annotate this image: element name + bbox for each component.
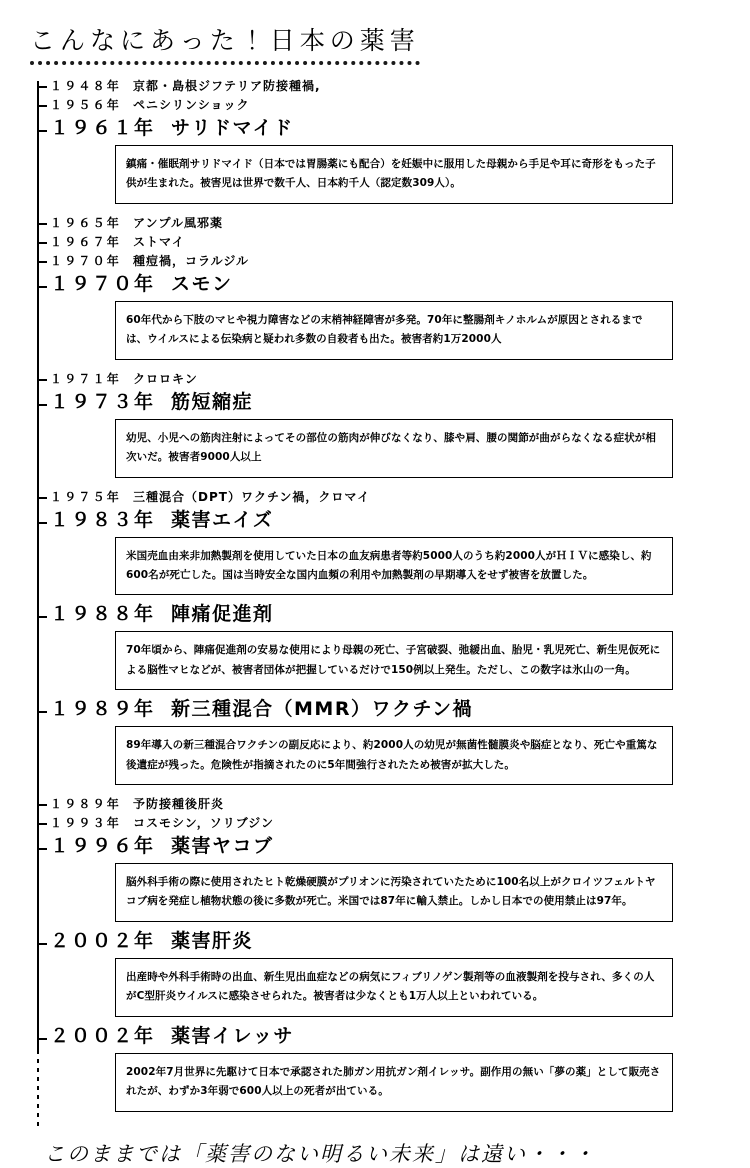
timeline-entry-heading	[50, 929, 750, 952]
timeline-tick-icon	[37, 497, 47, 499]
timeline-tick-icon	[37, 1038, 47, 1040]
timeline-entry-year: １９８９年	[50, 797, 122, 812]
timeline-entry-label: 薬害ヤコブ	[171, 835, 274, 858]
timeline-entry-year: １９４８年	[50, 79, 122, 93]
timeline-entry-streptomycin-1967	[30, 233, 750, 249]
timeline-entry-heading	[50, 96, 750, 112]
timeline-tick-icon	[37, 823, 47, 825]
timeline-entry-drug-induced-aids-1983	[30, 508, 750, 531]
timeline-entry-heading	[50, 214, 750, 230]
timeline-tick-icon	[37, 379, 47, 381]
timeline-tick-icon	[37, 261, 47, 263]
timeline-entry-heading	[50, 77, 750, 93]
timeline-entry-heading	[50, 488, 750, 504]
timeline-entry-year: １９５６年	[50, 98, 122, 112]
timeline-tick-icon	[37, 616, 47, 618]
timeline-entry-heading	[50, 508, 750, 531]
timeline-entry-year: １９６５年	[50, 215, 122, 230]
timeline-entry-label: アンプル風邪薬	[133, 215, 224, 230]
timeline-entry-label: 筋短縮症	[171, 390, 254, 413]
timeline-entry-year: １９６７年	[50, 234, 122, 249]
timeline-entry-label: スモン	[171, 272, 233, 295]
timeline-tick-icon	[37, 943, 47, 945]
timeline-entry-description: 幼児、小児への筋肉注射によってその部位の筋肉が伸びなくなり、膝や肩、腰の関節が曲がらなくなる症状が相次いだ。被害者9000人以上	[115, 419, 673, 478]
timeline-entry-label: 薬害エイズ	[171, 508, 274, 531]
timeline-tick-icon	[37, 522, 47, 524]
timeline-tick-icon	[37, 130, 47, 132]
timeline-entry-year: １９９３年	[50, 816, 122, 831]
timeline-entry-year: １９８８年	[50, 603, 156, 626]
page-title: こんなにあった！日本の薬害	[30, 26, 420, 65]
timeline-entry-chloroquine-1971	[30, 370, 750, 386]
timeline-entry-year: １９７０年	[50, 272, 156, 295]
timeline-entry-description: 出産時や外科手術時の出血、新生児出血症などの病気にフィブリノゲン製剤等の血液製剤を投与され、多くの人がC型肝炎ウイルスに感染させられた。被害者は少なくとも1万人以上といわれている。	[115, 958, 673, 1017]
timeline-entry-year: １９７１年	[50, 371, 122, 386]
timeline-entry-year: １９９６年	[50, 835, 156, 858]
timeline-entry-label: 陣痛促進剤	[171, 603, 274, 626]
timeline-entry-label: 薬害肝炎	[171, 929, 254, 952]
timeline-entry-muscle-contracture-1973	[30, 390, 750, 413]
timeline-entry-heading	[50, 837, 750, 856]
timeline-entry-list	[30, 77, 750, 1112]
timeline-entry-heading	[50, 1024, 750, 1047]
timeline-entry-smallpox-coralgil-1970	[30, 252, 750, 268]
timeline-entry-description: 米国売血由来非加熱製剤を使用していた日本の血友病患者等約5000人のうち約2000人がＨＩＶに感染し、約600名が死亡した。国は当時安全な国内血頻の利用や加熱製剤の早期導入をせず被害を放置した。	[115, 537, 673, 596]
title-section	[0, 0, 750, 65]
timeline-entry-label: ペニシリンショック	[133, 98, 250, 112]
timeline-entry-smon-1970	[30, 272, 750, 295]
timeline-entry-heading	[50, 700, 750, 719]
timeline-tick-icon	[37, 711, 47, 713]
timeline-entry-description: 2002年7月世界に先駆けて日本で承認された肺ガン用抗ガン剤イレッサ。副作用の無い「夢の薬」として販売されたが、わずか3年弱で600人以上の死者が出ている。	[115, 1053, 673, 1112]
timeline-tick-icon	[37, 848, 47, 850]
timeline-entry-heading	[50, 272, 750, 295]
footer-message: このままでは「薬害のない明るい未来」は遠い・・・	[44, 1141, 596, 1166]
timeline-entry-year: １９６１年	[50, 117, 156, 139]
timeline-entry-year: １９７３年	[50, 390, 156, 413]
timeline-entry-label: ストマイ	[133, 234, 185, 249]
timeline-entry-label: 薬害イレッサ	[171, 1024, 294, 1047]
timeline-entry-year: １９７５年	[50, 489, 122, 504]
timeline-entry-iressa-2002	[30, 1024, 750, 1047]
timeline-entry-year: ２００２年	[50, 1024, 156, 1047]
timeline-entry-heading	[50, 795, 750, 811]
timeline-entry-label: クロロキン	[133, 371, 198, 386]
timeline-tick-icon	[37, 223, 47, 225]
timeline-entry-label: 京都・島根ジフテリア防接種禍,	[133, 79, 321, 93]
timeline-entry-heading	[50, 252, 750, 268]
timeline-tick-icon	[37, 804, 47, 806]
timeline-entry-label: サリドマイド	[171, 117, 294, 139]
timeline-entry-year: １９７０年	[50, 253, 122, 268]
timeline-entry-cosmocin-sorivudine-1993	[30, 814, 750, 830]
timeline-entry-drug-induced-hepatitis-2002	[30, 929, 750, 952]
timeline-entry-label: 三種混合（DPT）ワクチン禍，クロマイ	[133, 489, 371, 504]
timeline-entry-dpt-vaccine-chloromycetin-1975	[30, 488, 750, 504]
timeline-tick-icon	[37, 286, 47, 288]
timeline-entry-description: 脳外科手術の際に使用されたヒト乾燥硬膜がプリオンに汚染されていたために100名以上がクロイツフェルトヤコブ病を発症し植物状態の後に多数が死亡。米国では87年に輸入禁止。しかし日本での使用禁止は97年。	[115, 863, 673, 922]
timeline-entry-label: コスモシン，ソリブジン	[133, 816, 274, 831]
timeline-tick-icon	[37, 404, 47, 406]
timeline-entry-heading	[50, 370, 750, 386]
timeline-tick-icon	[37, 86, 47, 88]
timeline-entry-label: 予防接種後肝炎	[133, 797, 225, 812]
timeline-entry-year: １９８３年	[50, 508, 156, 531]
timeline-entry-labor-inducing-drug-1988	[30, 605, 750, 624]
timeline-entry-thalidomide-1961	[30, 119, 750, 138]
timeline-entry-heading	[50, 119, 750, 138]
timeline-entry-description: 89年導入の新三種混合ワクチンの副反応により、約2000人の幼児が無菌性髄膜炎や脳症となり、死亡や重篤な後遺症が残った。危険性が指摘されたのに5年間強行されたため被害が拡大した。	[115, 726, 673, 785]
timeline-entry-label: 新三種混合（MMR）ワクチン禍	[171, 698, 474, 721]
timeline-entry-mmr-vaccine-1989	[30, 700, 750, 719]
timeline-entry-heading	[50, 233, 750, 249]
timeline-entry-penicillin-shock-1956	[30, 96, 750, 112]
timeline-entry-description: 60年代から下肢のマヒや視力障害などの末梢神経障害が多発。70年に整腸剤キノホルムが原因とされるまでは、ウイルスによる伝染病と疑われ多数の自殺者も出た。被害者約1万2000人	[115, 301, 673, 360]
timeline-entry-heading	[50, 814, 750, 830]
timeline-entry-year: ２００２年	[50, 929, 156, 952]
timeline-entry-heading	[50, 605, 750, 624]
timeline-tick-icon	[37, 242, 47, 244]
timeline-entry-post-vaccination-hepatitis-1989	[30, 795, 750, 811]
timeline-entry-diphtheria-1948	[30, 77, 750, 93]
timeline-entry-description: 鎮痛・催眠剤サリドマイド（日本では胃腸薬にも配合）を妊娠中に服用した母親から手足や耳に奇形をもった子供が生まれた。被害児は世界で数千人、日本約千人（認定数309人）。	[115, 145, 673, 204]
timeline-entry-cjd-1996	[30, 837, 750, 856]
timeline-entry-ampoule-cold-medicine-1965	[30, 214, 750, 230]
timeline-entry-year: １９８９年	[50, 698, 156, 721]
timeline-entry-label: 種痘禍，コラルジル	[133, 253, 250, 268]
timeline-entry-description: 70年頃から、陣痛促進剤の安易な使用により母親の死亡、子宮破裂、弛緩出血、胎児・乳児死亡、新生児仮死による脳性マヒなどが、被害者団体が把握しているだけで150例以上発生。ただし、この数字は氷山の一角。	[115, 631, 673, 690]
timeline	[0, 77, 750, 1112]
timeline-tick-icon	[37, 105, 47, 107]
timeline-entry-heading	[50, 390, 750, 413]
